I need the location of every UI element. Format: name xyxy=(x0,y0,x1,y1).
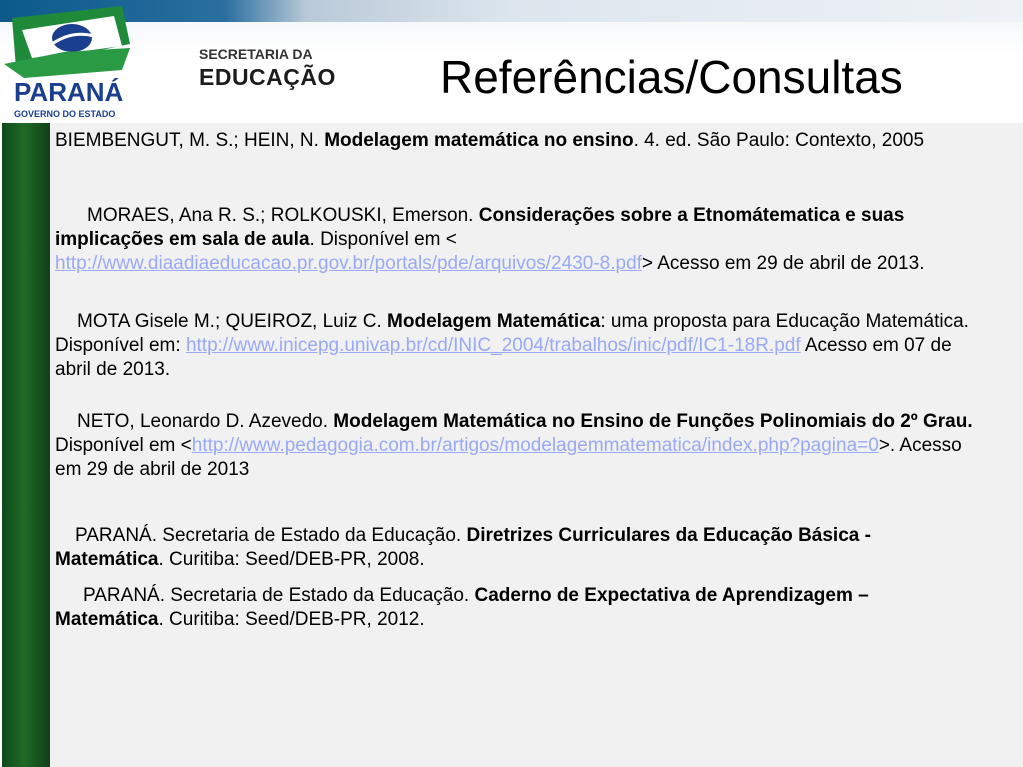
parana-logo xyxy=(4,0,142,123)
reference-details: > Acesso em 29 de abril de 2013. xyxy=(641,253,925,274)
reference-item xyxy=(55,584,975,632)
reference-details: Acesso em 07 de abril de 2013. xyxy=(55,335,952,380)
header-banner-strip xyxy=(0,0,1023,22)
reference-title: Modelagem Matemática no Ensino de Funções Polinomiais do 2º Grau. xyxy=(333,411,973,432)
reference-authors: PARANÁ. Secretaria de Estado da Educação. xyxy=(75,525,467,546)
reference-authors: PARANÁ. Secretaria de Estado da Educação. xyxy=(83,585,475,606)
reference-details: . 4. ed. São Paulo: Contexto, 2005 xyxy=(633,130,925,151)
logo-subtitle: GOVERNO DO ESTADO xyxy=(14,109,116,119)
educacao-label: EDUCAÇÃO xyxy=(199,64,336,90)
reference-link[interactable]: http://www.pedagogia.com.br/artigos/modelagemmatematica/index.php?pagina=0 xyxy=(191,435,879,456)
parana-flag-icon xyxy=(4,0,142,80)
reference-details: . Curitiba: Seed/DEB-PR, 2008. xyxy=(158,549,425,570)
reference-item xyxy=(55,129,975,153)
reference-link[interactable]: http://www.inicepg.univap.br/cd/INIC_2004/trabalhos/inic/pdf/IC1-18R.pdf xyxy=(185,335,801,356)
left-sidebar-bar xyxy=(2,123,50,767)
reference-item xyxy=(55,204,975,276)
page-title: Referências/Consultas xyxy=(440,51,903,103)
reference-authors: NETO, Leonardo D. Azevedo. xyxy=(77,411,334,432)
reference-authors: BIEMBENGUT, M. S.; HEIN, N. xyxy=(55,130,325,151)
reference-title: Modelagem Matemática xyxy=(387,311,601,332)
reference-title: Caderno de Expectativa de Aprendizagem – Matemática xyxy=(55,585,869,630)
reference-availability: Disponível em < xyxy=(55,435,192,456)
reference-title: Modelagem matemática no ensino xyxy=(324,130,634,151)
reference-link[interactable]: http://www.diaadiaeducacao.pr.gov.br/portals/pde/arquivos/2430-8.pdf xyxy=(55,253,642,274)
reference-availability: : uma proposta para Educação Matemática. Disponível em: xyxy=(55,311,969,356)
reference-title: Diretrizes Curriculares da Educação Básica - Matemática xyxy=(55,525,871,570)
references-panel xyxy=(50,123,1023,767)
reference-details: >. Acesso em 29 de abril de 2013 xyxy=(55,435,962,480)
slide-header xyxy=(0,0,1023,123)
logo-name: PARANÁ xyxy=(14,77,124,107)
reference-item xyxy=(55,410,975,482)
reference-authors: MOTA Gisele M.; QUEIROZ, Luiz C. xyxy=(77,311,388,332)
reference-details: . Curitiba: Seed/DEB-PR, 2012. xyxy=(158,609,425,630)
reference-availability: . Disponível em < xyxy=(309,229,457,250)
reference-authors: MORAES, Ana R. S.; ROLKOUSKI, Emerson. xyxy=(87,205,479,226)
reference-item xyxy=(55,524,975,572)
secretaria-label: SECRETARIA DA xyxy=(199,46,313,62)
reference-title: Considerações sobre a Etnomátematica e suas implicações em sala de aula xyxy=(55,205,905,250)
reference-item xyxy=(55,310,975,382)
